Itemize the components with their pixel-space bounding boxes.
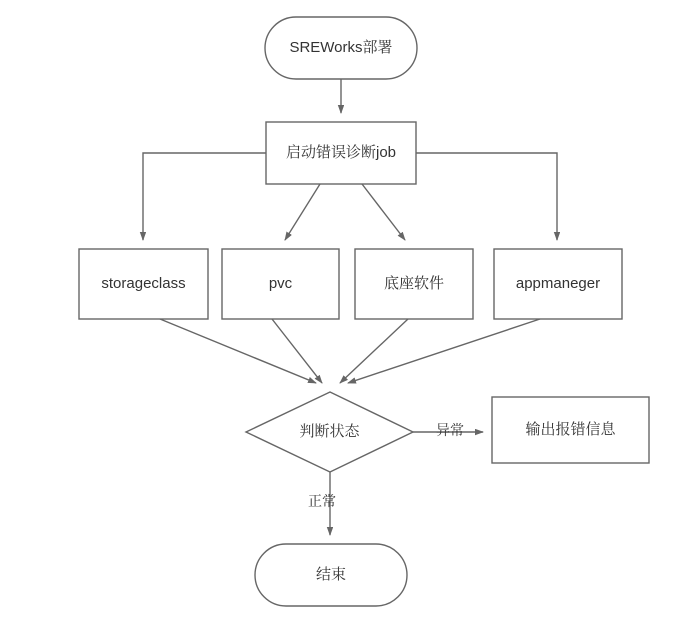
edge-job-to-pvc	[285, 184, 320, 240]
edge-label-abnormal: 异常	[436, 422, 464, 438]
node-end-label: 结束	[315, 566, 346, 583]
node-appmaneger-label: appmaneger	[515, 275, 601, 292]
node-storageclass-shape	[79, 249, 208, 319]
node-start-shape	[265, 17, 417, 79]
node-error-label: 输出报错信息	[525, 421, 616, 438]
node-decision-shape	[246, 392, 413, 472]
node-base-label: 底座软件	[383, 275, 444, 292]
edge-storageclass-to-decision	[160, 319, 316, 383]
node-base-shape	[355, 249, 473, 319]
node-appmaneger-shape	[494, 249, 622, 319]
edge-job-to-appmaneger	[416, 153, 557, 240]
edge-job-to-storageclass	[143, 153, 266, 240]
edge-base-to-decision	[340, 319, 408, 383]
node-pvc-shape	[222, 249, 339, 319]
edge-job-to-base	[362, 184, 405, 240]
node-end-shape	[255, 544, 407, 606]
node-error-shape	[492, 397, 649, 463]
node-pvc-label: pvc	[268, 275, 293, 292]
node-job-label: 启动错误诊断job	[285, 144, 397, 161]
edge-appmaneger-to-decision	[348, 319, 540, 383]
node-start-label: SREWorks部署	[289, 39, 393, 56]
node-decision-label: 判断状态	[299, 423, 360, 440]
edge-label-normal: 正常	[308, 493, 336, 509]
edge-pvc-to-decision	[272, 319, 322, 383]
node-job-shape	[266, 122, 416, 184]
node-storageclass-label: storageclass	[101, 275, 186, 292]
